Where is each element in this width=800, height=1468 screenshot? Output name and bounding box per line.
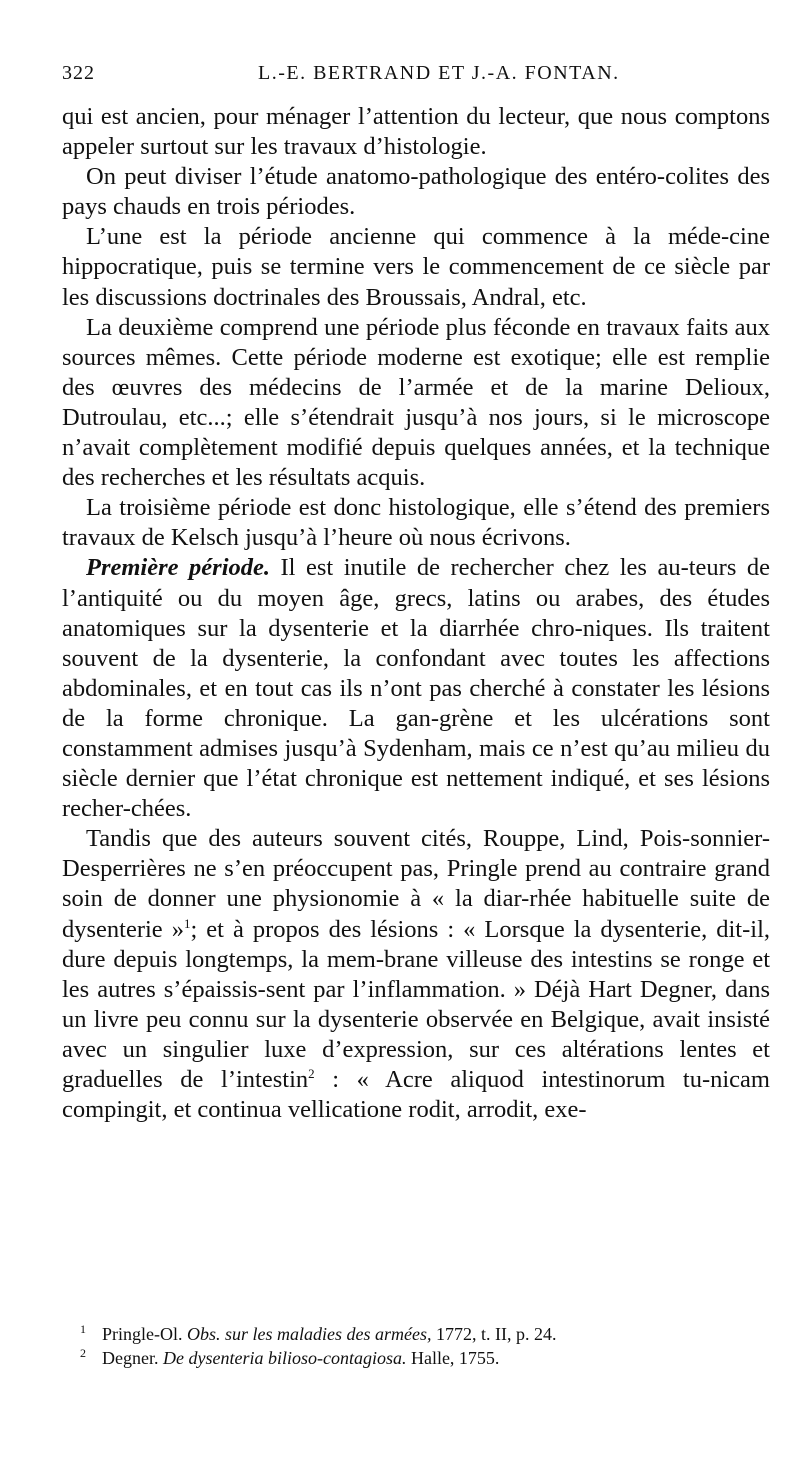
footnote-ref: 1 [183, 915, 191, 931]
running-title: L.-E. BERTRAND ET J.-A. FONTAN. [258, 62, 620, 84]
running-head [62, 62, 770, 96]
page-number: 322 [62, 62, 95, 84]
footnote-detail: Halle, 1755. [406, 1348, 500, 1368]
paragraph: On peut diviser l’étude anatomo-pathologique des entéro-colites des pays chauds en trois périodes. [62, 163, 770, 221]
footnote-ref: 2 [308, 1065, 315, 1081]
paragraph [62, 553, 770, 824]
footnote-detail: 1772, t. II, p. 24. [431, 1324, 557, 1344]
footnote: 2 Degner. De dysenteria bilioso-contagiosa. Halle, 1755. [80, 1346, 500, 1368]
paragraph-text: Il est inutile de rechercher chez les au-teurs de l’antiquité ou du moyen âge, grecs, latins ou arabes, des études anatomiques sur la dysenterie et la diarrhée chro-niques. Ils traitent souvent de la dysenterie, la confondant avec toutes les affections abdominales, et en tout cas ils n’ont pas cherché à constater les lésions de la forme chronique. La gan-grène et les ulcérations sont constamment admises jusqu’à Sydenham, mais ce n’est qu’au milieu du siècle dernier que l’état chronique est nettement indiqué, et ses lésions recher-chées. [62, 554, 770, 823]
footnote-author: Pringle-Ol. [102, 1324, 187, 1344]
paragraph [62, 824, 770, 1125]
paragraph-text: ; et à propos des lésions : « Lorsque la dysenterie, dit-il, dure depuis longtemps, la mem-brane villeuse des intestins se ronge et les autres s’épaissis-sent par l’inflammation. » Déjà Hart Degner, dans un livre peu connu sur la dysenterie observée en Belgique, avait insisté avec un singulier luxe d’expression, sur ces altérations lentes et graduelles de l’intestin [62, 915, 770, 1093]
page-content [62, 62, 770, 1125]
paragraph: La troisième période est donc histologique, elle s’étend des premiers travaux de Kelsch jusqu’à l’heure où nous écrivons. [62, 494, 770, 552]
paragraph-text: Tandis que des auteurs souvent cités, Rouppe, Lind, Pois-sonnier-Desperrières ne s’en préoccupent pas, Pringle prend au contraire grand soin de donner une physionomie à « la diar-rhée habituelle suite de dysenterie » [62, 825, 770, 943]
footnotes [62, 1322, 770, 1370]
footnote-title: De dysenteria bilioso-contagiosa. [162, 1348, 407, 1368]
section-lead: Première période. [86, 554, 270, 582]
paragraph-text: : « Acre aliquod intestinorum tu-nicam compingit, et continua vellicatione rodit, arrodit, exe- [62, 1066, 770, 1124]
paragraph: L’une est la période ancienne qui commence à la méde-cine hippocratique, puis se termine vers le commencement de ce siècle par les discussions doctrinales des Broussais, Andral, etc. [62, 223, 770, 311]
paragraph: qui est ancien, pour ménager l’attention du lecteur, que nous comptons appeler surtout sur les travaux d’histologie. [62, 103, 770, 161]
footnote-author: Degner. [102, 1348, 163, 1368]
footnote-title: Obs. sur les maladies des armées, [187, 1324, 432, 1344]
body-text [62, 102, 770, 1125]
paragraph: La deuxième comprend une période plus féconde en travaux faits aux sources mêmes. Cette période moderne est exotique; elle est remplie des œuvres des médecins de l’armée et de la marine Delioux, Dutroulau, etc...; elle s’étendrait jusqu’à nos jours, si le microscope n’avait complètement modifié depuis quelques années, et la technique des recherches et les résultats acquis. [62, 313, 770, 492]
footnote: 1 Pringle-Ol. Obs. sur les maladies des armées, 1772, t. II, p. 24. [80, 1322, 557, 1344]
